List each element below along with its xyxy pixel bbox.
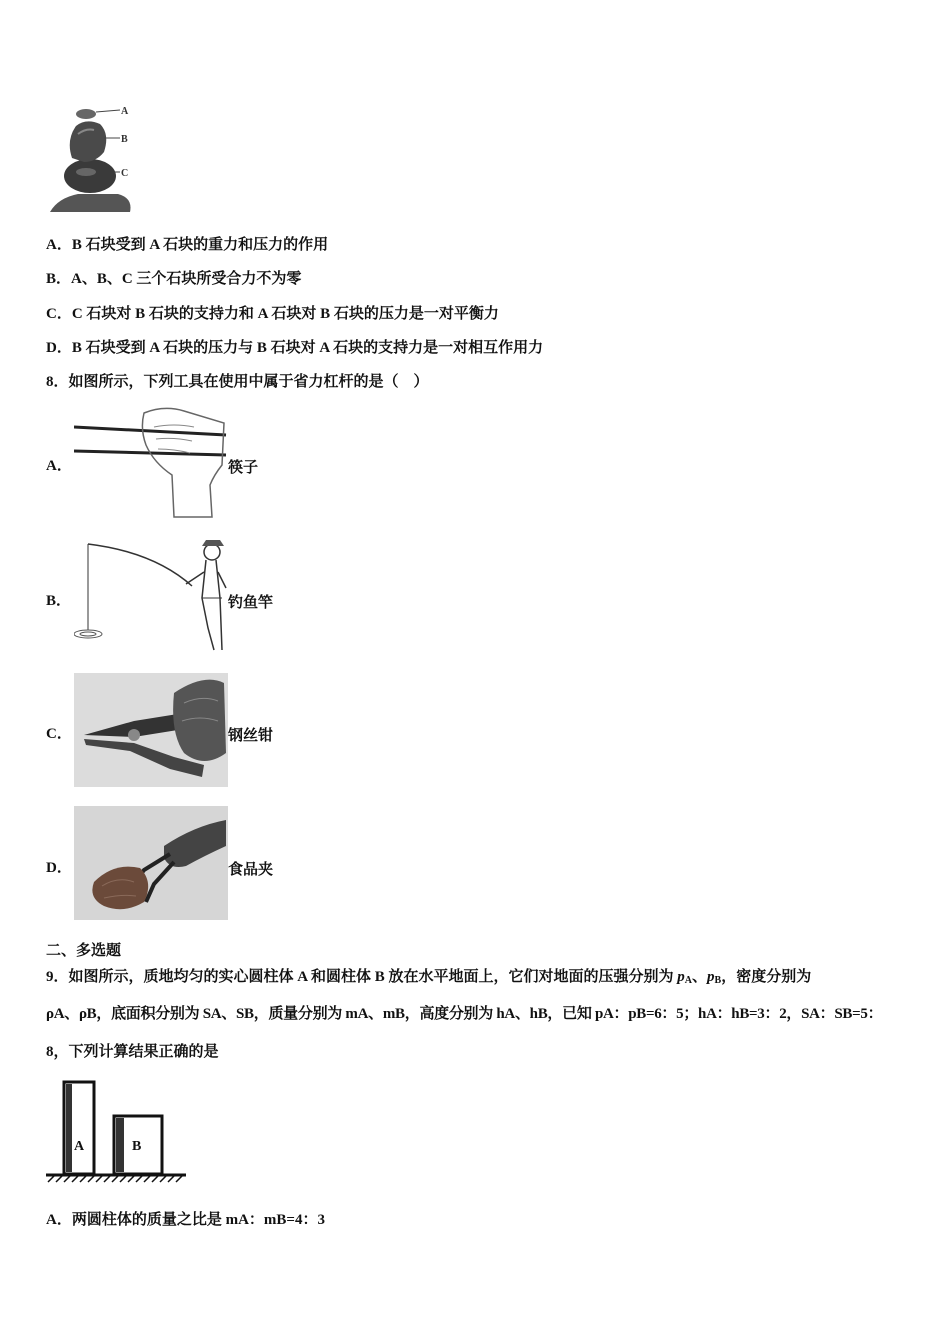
stone-label-b: B bbox=[121, 134, 128, 145]
q7-option-a[interactable]: A．B 石块受到 A 石块的重力和压力的作用 bbox=[46, 237, 329, 253]
section-title: 二、多选题 bbox=[46, 943, 122, 959]
q8-option-b-label: 钓鱼竿 bbox=[228, 595, 274, 611]
q8-stem: 8．如图所示，下列工具在使用中属于省力杠杆的是（ ） bbox=[46, 374, 429, 390]
q9-line1-sep: 、 bbox=[692, 969, 708, 985]
q9-stem-line2: ρA、ρB，底面积分别为 SA、SB，质量分别为 mA、mB，高度分别为 hA、hB，已知 pA：pB=6：5；hA：hB=3：2，SA：SB=5： bbox=[46, 1006, 883, 1022]
pliers-icon bbox=[74, 673, 228, 787]
q9-stem-line1 bbox=[46, 967, 811, 991]
q9-line1-prefix: 9．如图所示，质地均匀的实心圆柱体 A 和圆柱体 B 放在水平地面上，它们对地面的压强分别为 bbox=[46, 969, 678, 985]
q9-pb-sub: B bbox=[714, 975, 722, 986]
q9-pa-sub: A bbox=[684, 975, 692, 986]
stacked-stones-figure bbox=[48, 100, 138, 218]
cylinders-figure bbox=[44, 1078, 188, 1188]
cylinder-label-b: B bbox=[132, 1139, 142, 1154]
q8-option-a-letter[interactable]: A． bbox=[46, 458, 72, 474]
q8-option-d-label: 食品夹 bbox=[228, 862, 274, 878]
stone-label-c: C bbox=[121, 168, 129, 179]
chopsticks-icon bbox=[74, 405, 228, 519]
q8-option-c-label: 钢丝钳 bbox=[228, 728, 274, 744]
q9-option-a[interactable]: A．两圆柱体的质量之比是 mA：mB=4：3 bbox=[46, 1212, 325, 1228]
q8-option-a-label: 筷子 bbox=[228, 460, 259, 476]
q7-option-c[interactable]: C．C 石块对 B 石块的支持力和 A 石块对 B 石块的压力是一对平衡力 bbox=[46, 306, 499, 322]
q9-stem-line3: 8，下列计算结果正确的是 bbox=[46, 1044, 219, 1060]
q7-option-d[interactable]: D．B 石块受到 A 石块的压力与 B 石块对 A 石块的支持力是一对相互作用力 bbox=[46, 340, 544, 356]
food-tongs-icon bbox=[74, 806, 228, 920]
cylinder-label-a: A bbox=[74, 1139, 85, 1154]
q9-pb-symbol: p bbox=[707, 969, 715, 985]
q9-line1-suffix: ，密度分别为 bbox=[721, 969, 812, 985]
fishing-rod-icon bbox=[74, 538, 228, 652]
q8-option-c-letter[interactable]: C． bbox=[46, 726, 72, 742]
stone-label-a: A bbox=[121, 106, 129, 117]
q7-option-b[interactable]: B．A、B、C 三个石块所受合力不为零 bbox=[46, 271, 302, 287]
q8-option-b-letter[interactable]: B． bbox=[46, 593, 72, 609]
q9-pa-symbol: p bbox=[677, 969, 685, 985]
q8-option-d-letter[interactable]: D． bbox=[46, 860, 72, 876]
